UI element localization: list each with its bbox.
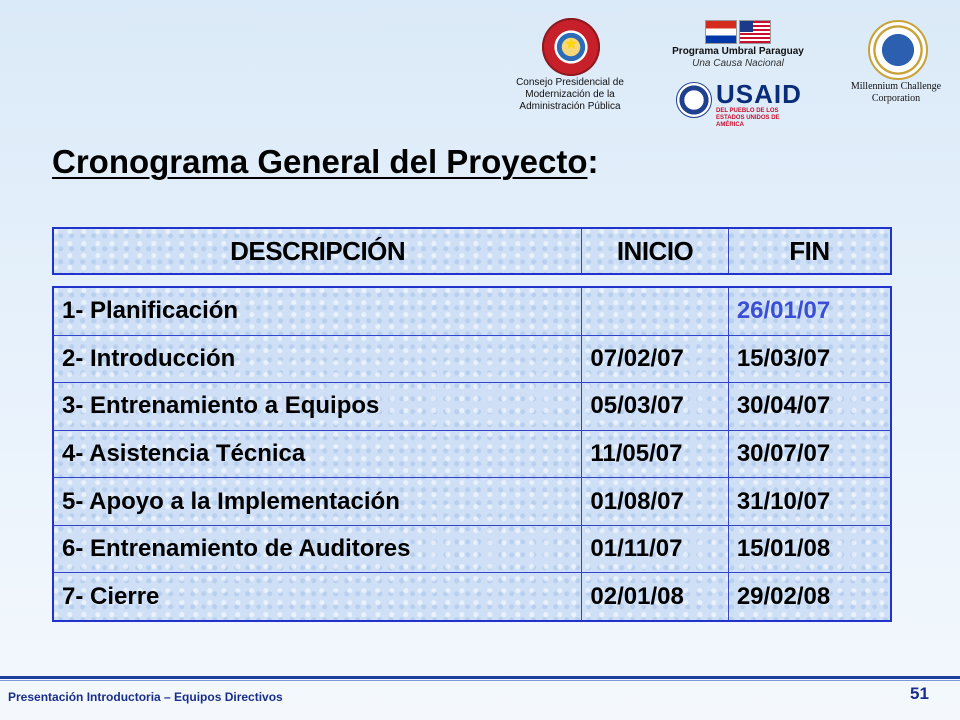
- page-title: [52, 142, 599, 182]
- cell-descripcion: 3- Entrenamiento a Equipos: [53, 383, 582, 431]
- schedule-header-table: [52, 227, 892, 275]
- header-fin: FIN: [728, 228, 891, 274]
- programa-subtitle: Una Causa Nacional: [692, 58, 784, 69]
- usaid-subtitle: DEL PUEBLO DE LOS ESTADOS UNIDOS DE AMÉRICA: [716, 108, 780, 128]
- footer-text: Presentación Introductoria – Equipos Directivos: [8, 690, 283, 704]
- footer-divider-thin: [0, 680, 960, 681]
- cell-inicio: 05/03/07: [582, 383, 728, 431]
- cell-inicio: 07/02/07: [582, 335, 728, 383]
- cell-fin: 15/01/08: [728, 525, 891, 573]
- cell-fin: 26/01/07: [728, 287, 891, 335]
- usa-flag-icon: [739, 20, 771, 44]
- page-title-text: Cronograma General del Proyecto: [52, 143, 588, 180]
- programa-block: [650, 46, 826, 70]
- table-row: [53, 383, 891, 431]
- page-number: 51: [910, 684, 929, 703]
- cell-fin: 29/02/08: [728, 573, 891, 621]
- table-row: [53, 430, 891, 478]
- cell-fin: 30/07/07: [728, 430, 891, 478]
- cell-fin: 31/10/07: [728, 478, 891, 526]
- cell-descripcion: 6- Entrenamiento de Auditores: [53, 525, 582, 573]
- table-row: [53, 478, 891, 526]
- page-title-colon: :: [587, 143, 599, 180]
- cell-inicio: 01/11/07: [582, 525, 728, 573]
- schedule-table: [52, 286, 892, 622]
- consejo-label: Consejo Presidencial de Modernización de la Administración Pública: [516, 77, 624, 112]
- table-row: [53, 573, 891, 621]
- cell-fin: 30/04/07: [728, 383, 891, 431]
- usaid-seal-icon: [676, 82, 712, 118]
- cell-inicio: 02/01/08: [582, 573, 728, 621]
- star-icon: ★: [564, 36, 579, 53]
- cell-fin: 15/03/07: [728, 335, 891, 383]
- header-row: [53, 228, 891, 274]
- programa-title: Programa Umbral Paraguay: [672, 46, 804, 57]
- table-row: [53, 287, 891, 335]
- mcc-label: Millennium Challenge Corporation: [850, 81, 942, 104]
- cell-inicio: 01/08/07: [582, 478, 728, 526]
- header-descripcion: DESCRIPCIÓN: [53, 228, 582, 274]
- paraguay-seal-icon: [542, 18, 600, 76]
- cell-descripcion: 4- Asistencia Técnica: [53, 430, 582, 478]
- cell-descripcion: 5- Apoyo a la Implementación: [53, 478, 582, 526]
- cell-descripcion: 1- Planificación: [53, 287, 582, 335]
- header-inicio: INICIO: [582, 228, 729, 274]
- cell-inicio: [582, 287, 728, 335]
- table-row: [53, 335, 891, 383]
- usaid-logo: USAID: [716, 79, 802, 109]
- cell-inicio: 11/05/07: [582, 430, 728, 478]
- flags-logo: [705, 20, 769, 44]
- mcc-seal-icon: [868, 20, 928, 80]
- table-row: [53, 525, 891, 573]
- cell-descripcion: 2- Introducción: [53, 335, 582, 383]
- paraguay-flag-icon: [705, 20, 737, 44]
- cell-descripcion: 7- Cierre: [53, 573, 582, 621]
- footer-divider: [0, 676, 960, 679]
